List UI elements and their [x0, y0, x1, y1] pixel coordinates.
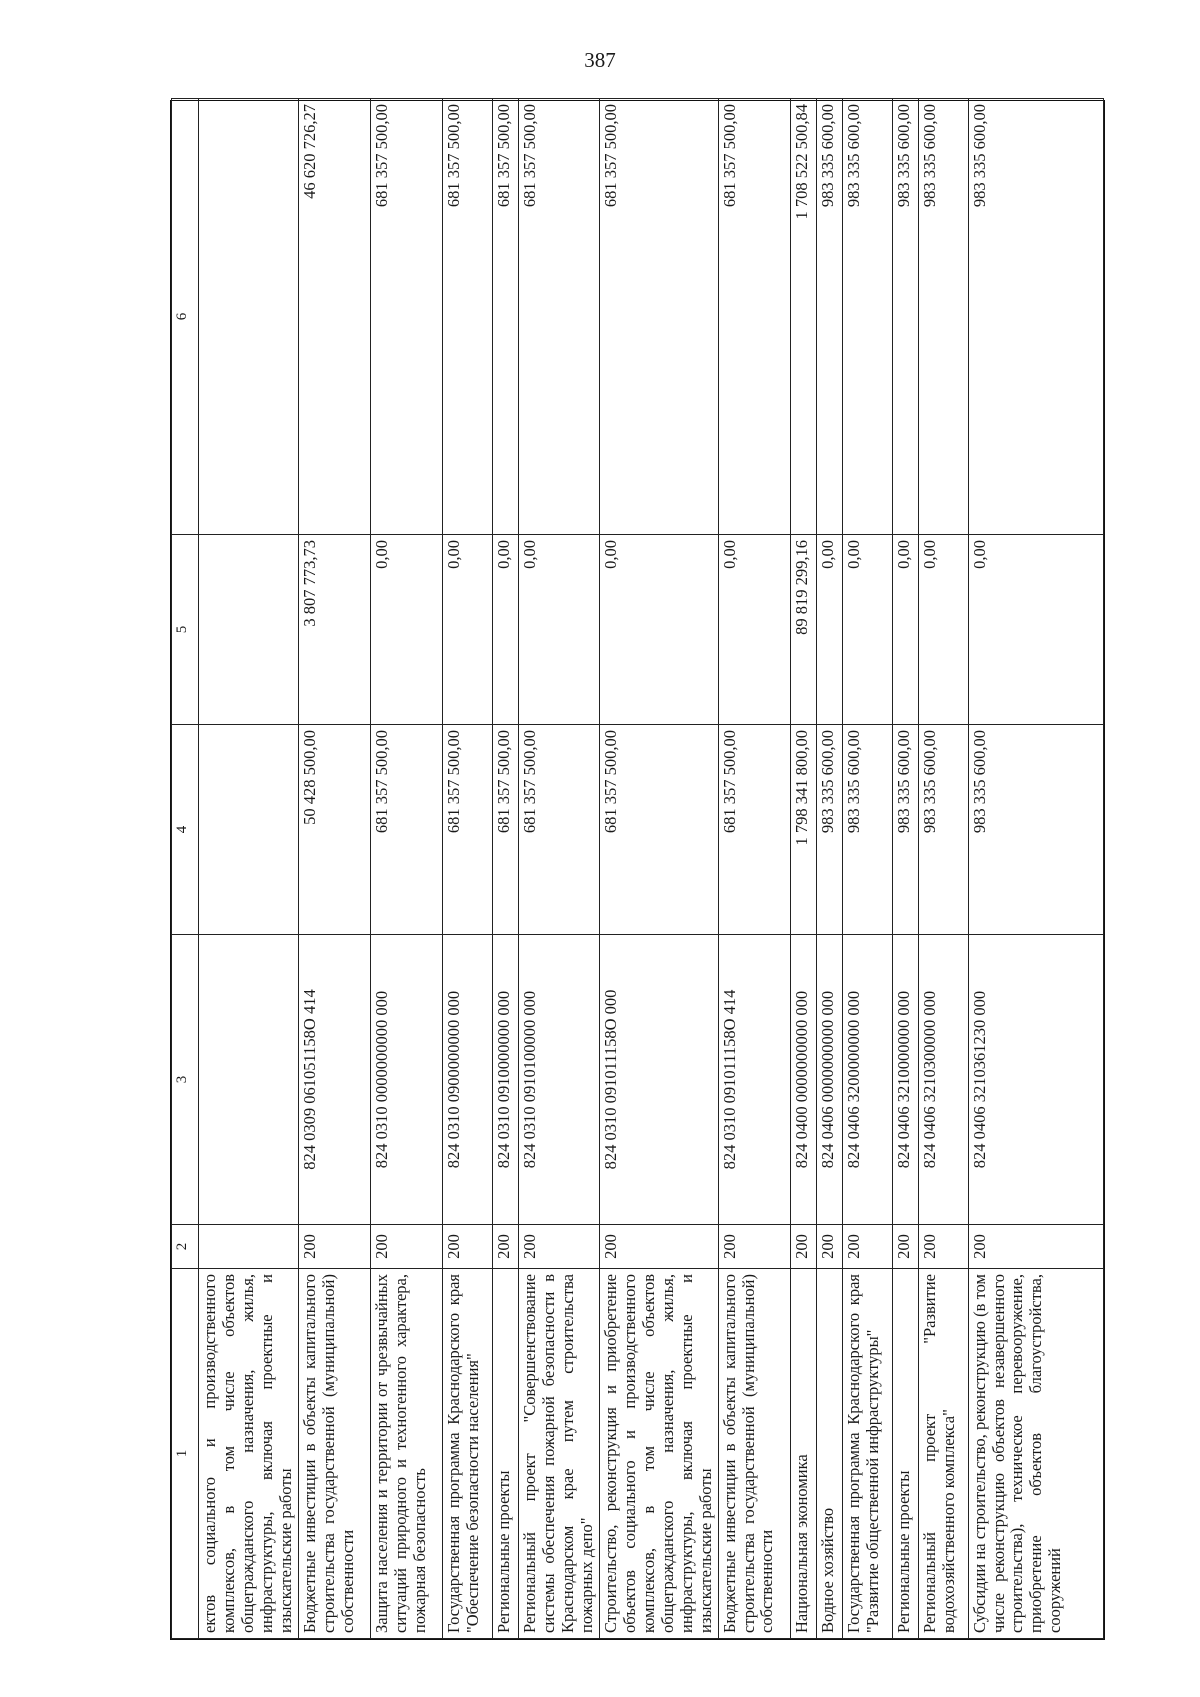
table-row: [968, 99, 1103, 1639]
row-value-5: 0,00: [599, 535, 718, 725]
row-code: 824 0309 061051158О 414: [298, 935, 370, 1225]
row-value-5: 0,00: [442, 535, 492, 725]
row-code: 824 0310 091011158О 000: [599, 935, 718, 1225]
row-name: Региональный проект "Развитие водохозяйственного комплекса": [918, 1269, 968, 1639]
row-value-5: 0,00: [968, 535, 1103, 725]
row-name: ектов социального и производственного комплексов, в том числе объектов общегражданского назначения, жилья, инфраструктуры, включая проектные и изыскательские работы: [199, 1269, 299, 1639]
row-code: 824 0406 3210000000 000: [892, 935, 918, 1225]
row-name: Региональные проекты: [492, 1269, 518, 1639]
header-col-4: 4: [172, 725, 199, 935]
row-value-4: 681 357 500,00: [518, 725, 599, 935]
header-col-3: 3: [172, 935, 199, 1225]
table-row: [842, 99, 892, 1639]
row-col-2: [199, 1225, 299, 1269]
row-value-6: 983 335 600,00: [918, 99, 968, 535]
row-value-6: 681 357 500,00: [370, 99, 442, 535]
row-col-2: 200: [892, 1225, 918, 1269]
row-code: 824 0310 0910000000 000: [492, 935, 518, 1225]
row-code: [199, 935, 299, 1225]
row-value-5: 0,00: [718, 535, 790, 725]
row-value-6: 1 708 522 500,84: [790, 99, 816, 535]
page-number: 387: [584, 48, 616, 72]
row-name: Бюджетные инвестиции в объекты капитального строительства государственной (муниципальной) собственности: [718, 1269, 790, 1639]
row-value-4: 681 357 500,00: [718, 725, 790, 935]
row-col-2: 200: [442, 1225, 492, 1269]
row-value-4: 983 335 600,00: [816, 725, 842, 935]
row-name: Водное хозяйство: [816, 1269, 842, 1639]
row-value-6: 681 357 500,00: [442, 99, 492, 535]
header-col-2: 2: [172, 1225, 199, 1269]
row-col-2: 200: [298, 1225, 370, 1269]
row-code: 824 0406 3210361230 000: [968, 935, 1103, 1225]
row-value-6: 983 335 600,00: [816, 99, 842, 535]
row-value-4: 1 798 341 800,00: [790, 725, 816, 935]
table-row: [718, 99, 790, 1639]
row-name: Государственная программа Краснодарского края "Развитие общественной инфраструктуры": [842, 1269, 892, 1639]
row-value-4: [199, 725, 299, 935]
row-col-2: 200: [790, 1225, 816, 1269]
row-value-5: 89 819 299,16: [790, 535, 816, 725]
row-name: Субсидии на строительство, реконструкцию (в том числе реконструкцию объектов незавершенного строительства), техническое перевооружение, приобретение объектов благоустройства, сооружений: [968, 1269, 1103, 1639]
row-code: 824 0400 0000000000 000: [790, 935, 816, 1225]
row-value-5: 0,00: [492, 535, 518, 725]
table-row: [790, 99, 816, 1639]
row-value-4: 681 357 500,00: [442, 725, 492, 935]
row-value-4: 983 335 600,00: [968, 725, 1103, 935]
row-value-6: 681 357 500,00: [718, 99, 790, 535]
row-col-2: 200: [918, 1225, 968, 1269]
row-col-2: 200: [370, 1225, 442, 1269]
table-row: [892, 99, 918, 1639]
row-value-4: 681 357 500,00: [599, 725, 718, 935]
header-col-1: 1: [172, 1269, 199, 1639]
row-code: 824 0310 0000000000 000: [370, 935, 442, 1225]
row-code: 824 0406 3200000000 000: [842, 935, 892, 1225]
table-row: [298, 99, 370, 1639]
row-col-2: 200: [599, 1225, 718, 1269]
row-value-5: [199, 535, 299, 725]
row-col-2: 200: [968, 1225, 1103, 1269]
row-name: Государственная программа Краснодарского края "Обеспечение безопасности населения": [442, 1269, 492, 1639]
row-value-6: 983 335 600,00: [892, 99, 918, 535]
row-value-5: 0,00: [816, 535, 842, 725]
row-code: 824 0310 0910100000 000: [518, 935, 599, 1225]
row-value-4: 983 335 600,00: [918, 725, 968, 935]
table-row: [370, 99, 442, 1639]
row-code: 824 0406 0000000000 000: [816, 935, 842, 1225]
row-value-4: 50 428 500,00: [298, 725, 370, 935]
row-col-2: 200: [518, 1225, 599, 1269]
row-name: Региональные проекты: [892, 1269, 918, 1639]
row-value-6: 983 335 600,00: [842, 99, 892, 535]
row-value-5: 0,00: [918, 535, 968, 725]
table-row: [599, 99, 718, 1639]
row-col-2: 200: [492, 1225, 518, 1269]
row-value-6: 983 335 600,00: [968, 99, 1103, 535]
row-code: 824 0406 3210300000 000: [918, 935, 968, 1225]
row-value-4: 681 357 500,00: [492, 725, 518, 935]
row-value-5: 0,00: [370, 535, 442, 725]
row-value-5: 0,00: [892, 535, 918, 725]
row-col-2: 200: [816, 1225, 842, 1269]
row-value-6: 681 357 500,00: [599, 99, 718, 535]
header-col-5: 5: [172, 535, 199, 725]
row-name: Бюджетные инвестиции в объекты капитального строительства государственной (муниципальной) собственности: [298, 1269, 370, 1639]
row-value-6: 681 357 500,00: [518, 99, 599, 535]
row-col-2: 200: [842, 1225, 892, 1269]
row-value-4: 983 335 600,00: [842, 725, 892, 935]
table-row: [518, 99, 599, 1639]
table-header-row: [172, 99, 199, 1639]
table-row: [442, 99, 492, 1639]
table-row: [918, 99, 968, 1639]
row-name: Региональный проект "Совершенствование системы обеспечения пожарной безопасности в Краснодарском крае путем строительства пожарных депо": [518, 1269, 599, 1639]
budget-table: [171, 98, 1104, 1639]
row-value-5: 0,00: [518, 535, 599, 725]
budget-table-rotated: [170, 100, 1105, 1640]
table-row: [199, 99, 299, 1639]
table-row: [816, 99, 842, 1639]
row-value-6: [199, 99, 299, 535]
row-name: Национальная экономика: [790, 1269, 816, 1639]
row-col-2: 200: [718, 1225, 790, 1269]
header-col-6: 6: [172, 99, 199, 535]
row-value-4: 681 357 500,00: [370, 725, 442, 935]
row-name: Строительство, реконструкция и приобретение объектов социального и производственного комплексов, в том числе объектов общегражданского назначения, жилья, инфраструктуры, включая проектные и изыскательские работы: [599, 1269, 718, 1639]
row-name: Защита населения и территории от чрезвычайных ситуаций природного и техногенного характера, пожарная безопасность: [370, 1269, 442, 1639]
row-value-6: 46 620 726,27: [298, 99, 370, 535]
row-value-5: 3 807 773,73: [298, 535, 370, 725]
table-row: [492, 99, 518, 1639]
row-code: 824 0310 091011158О 414: [718, 935, 790, 1225]
row-code: 824 0310 0900000000 000: [442, 935, 492, 1225]
row-value-5: 0,00: [842, 535, 892, 725]
row-value-4: 983 335 600,00: [892, 725, 918, 935]
row-value-6: 681 357 500,00: [492, 99, 518, 535]
